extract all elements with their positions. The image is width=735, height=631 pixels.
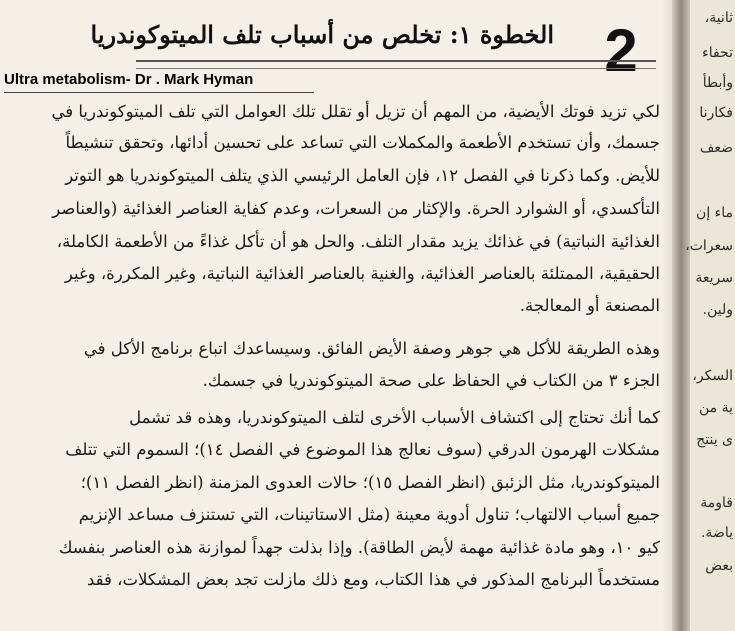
- body-line: الغذائية النباتية) في غذائك يزيد مقدار التلف. والحل هو أن تأكل غذاءً من الأطعمة الكاملة،: [56, 232, 660, 251]
- adjacent-page-line: ية من: [698, 400, 733, 416]
- adjacent-page-line: ثانية،: [704, 10, 733, 26]
- body-line: كيو ١٠، وهو مادة غذائية مهمة لأيض الطاقة). وإذا بذلت جهداً لموازنة هذه العناصر بنفسك: [58, 538, 660, 557]
- body-line: مستخدماً البرنامج المذكور في هذا الكتاب، ومع ذلك مازلت تجد بعض المشكلات، فقد: [87, 570, 660, 589]
- adjacent-page: [685, 0, 735, 631]
- adjacent-page-line: قاومة: [700, 495, 733, 511]
- body-line: الميتوكوندريا، مثل الزئبق (انظر الفصل ١٥)؛ حالات العدوى المزمنة (انظر الفصل ١١)؛: [80, 473, 660, 492]
- adjacent-page-line: فكارنا: [699, 105, 733, 121]
- adjacent-page-line: وأبطأ: [702, 75, 733, 91]
- adjacent-page-line: السكر،: [692, 368, 733, 384]
- body-line: التأكسدي، أو الشوارد الحرة. والإكثار من السعرات، وعدم كفاية العناصر الغذائية (والعناصر: [52, 199, 660, 218]
- body-line: المصنعة أو المعالجة.: [519, 296, 660, 315]
- adjacent-page-line: بعض: [705, 558, 733, 574]
- body-line: الحقيقية، الممتلئة بالعناصر الغذائية، والغنية بالعناصر الغذائية النباتية، وغير المكررة، وغير: [64, 264, 660, 283]
- attribution-underline: [4, 92, 314, 93]
- adjacent-page-line: تحفاء: [702, 45, 733, 61]
- body-line: جميع أسباب الالتهاب؛ تناول أدوية معينة (مثل الاستاتينات، التي تستنزف مساعد الإنزيم: [78, 505, 660, 524]
- body-line: لكي تزيد فوتك الأيضية، من المهم أن تزيل أو تقلل تلك العوامل التي تلف الميتوكوندريا في: [51, 102, 660, 121]
- book-gutter: [672, 0, 690, 631]
- body-line: جسمك، وأن تستخدم الأطعمة والمكملات التي تساعد على تحسين أدائها، وتحقق تنشيطاً: [65, 133, 660, 152]
- adjacent-page-line: ولين.: [702, 302, 733, 318]
- body-line: وهذه الطريقة للأكل هي جوهر وصفة الأيض الفائق. وسيساعدك اتباع برنامج الأكل في: [83, 339, 660, 358]
- body-line: الجزء ٣ من الكتاب في الحفاظ على صحة الميتوكوندريا في جسمك.: [202, 371, 660, 390]
- body-line: كما أنك تحتاج إلى اكتشاف الأسباب الأخرى لتلف الميتوكوندريا، وهذه قد تشمل: [129, 408, 660, 427]
- adjacent-page-line: ياضة.: [700, 525, 733, 541]
- adjacent-page-line: ضعف: [699, 140, 733, 156]
- step-title: الخطوة ١: تخلص من أسباب تلف الميتوكوندريا: [90, 20, 554, 49]
- adjacent-page-line: سريعة: [695, 270, 733, 286]
- chapter-number: 2: [604, 17, 638, 84]
- adjacent-page-line: سعرات،: [685, 238, 733, 254]
- attribution-caption: Ultra metabolism- Dr . Mark Hyman: [4, 71, 254, 88]
- body-line: مشكلات الهرمون الدرقي (سوف نعالج هذا الموضوع في الفصل ١٤)؛ السموم التي تتلف: [65, 440, 660, 459]
- body-line: للأيض. وكما ذكرنا في الفصل ١٢، فإن العامل الرئيسي الذي يتلف الميتوكوندريا هو التوتر: [65, 166, 660, 185]
- adjacent-page-line: ى ينتج: [696, 432, 733, 448]
- title-divider: [136, 60, 656, 69]
- adjacent-page-line: ماء إن: [696, 205, 733, 221]
